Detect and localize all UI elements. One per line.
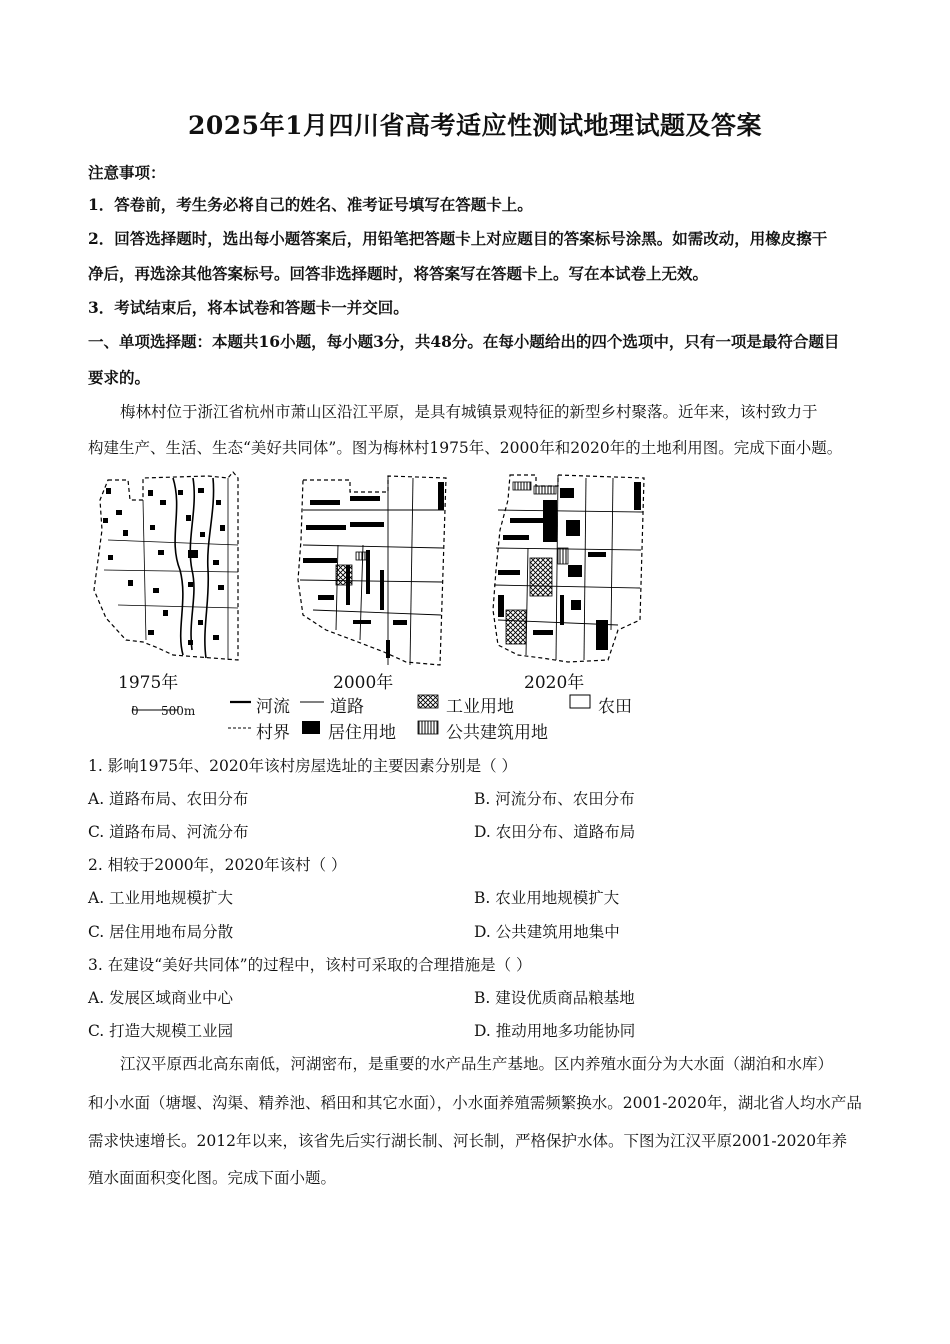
section-heading-line-2: 要求的。 (88, 368, 151, 387)
legend-residential: 居住用地 (328, 723, 396, 743)
legend-boundary: 村界 (256, 723, 290, 743)
passage-2-line-3: 需求快速增长。2012年以来，该省先后实行湖长制、河长制，严格保护水体。下图为江汉平原2001-2020年养 (88, 1132, 848, 1150)
passage-2-line-2: 和小水面（塘堰、沟渠、精养池、稻田和其它水面），小水面养殖需频繁换水。2001-2020年，湖北省人均水产品 (88, 1094, 862, 1112)
question-1-stem: 1. 影响1975年、2020年该村房屋选址的主要因素分别是（ ） (88, 757, 518, 775)
legend-river: 河流 (256, 697, 290, 717)
question-2-option-a: A. 工业用地规模扩大 (88, 889, 234, 907)
question-2-stem: 2. 相较于2000年，2020年该村（ ） (88, 856, 347, 874)
legend-industrial: 工业用地 (446, 697, 514, 717)
page-title: 2025年1月四川省高考适应性测试地理试题及答案 (188, 111, 762, 140)
map-1975 (94, 472, 238, 660)
passage-1-line-1: 梅林村位于浙江省杭州市萧山区沿江平原，是具有城镇景观特征的新型乡村聚落。近年来，该村致力于 (120, 403, 818, 421)
question-3-stem: 3. 在建设“美好共同体”的过程中，该村可采取的合理措施是（ ） (88, 956, 532, 974)
notice-item-2-line-2: 净后，再选涂其他答案标号。回答非选择题时，将答案写在答题卡上。写在本试卷上无效。 (88, 264, 709, 283)
legend-farmland: 农田 (598, 697, 632, 717)
question-1-option-b: B. 河流分布、农田分布 (474, 790, 635, 808)
notice-heading: 注意事项： (88, 163, 166, 182)
notice-item-3: 3．考试结束后，将本试卷和答题卡一并交回。 (88, 298, 409, 317)
question-2-option-b: B. 农业用地规模扩大 (474, 889, 620, 907)
scale-length: 500m (161, 704, 196, 718)
question-1-option-a: A. 道路布局、农田分布 (88, 790, 249, 808)
section-heading-line-1: 一、单项选择题：本题共16小题，每小题3分，共48分。在每小题给出的四个选项中，只有一项是最符合题目 (88, 332, 840, 351)
map-2020 (493, 475, 644, 662)
year-label-2000: 2000年 (333, 673, 394, 693)
legend-road: 道路 (330, 697, 364, 717)
question-3-option-c: C. 打造大规模工业园 (88, 1022, 234, 1040)
scale-zero: 0 (131, 704, 139, 718)
question-3-option-b: B. 建设优质商品粮基地 (474, 989, 635, 1007)
legend-public: 公共建筑用地 (446, 723, 548, 743)
question-1-option-d: D. 农田分布、道路布局 (474, 823, 636, 841)
question-2-option-d: D. 公共建筑用地集中 (474, 923, 620, 941)
passage-2-line-4: 殖水面面积变化图。完成下面小题。 (88, 1169, 337, 1187)
question-3-option-d: D. 推动用地多功能协同 (474, 1022, 636, 1040)
notice-item-2-line-1: 2．回答选择题时，选出每小题答案后，用铅笔把答题卡上对应题目的答案标号涂黑。如需改动，用橡皮擦干 (88, 229, 828, 248)
notice-item-1: 1．答卷前，考生务必将自己的姓名、准考证号填写在答题卡上。 (88, 195, 533, 214)
year-label-2020: 2020年 (524, 673, 585, 693)
map-2000 (298, 476, 446, 665)
passage-2-line-1: 江汉平原西北高东南低，河湖密布，是重要的水产品生产基地。区内养殖水面分为大水面（湖泊和水库） (120, 1055, 834, 1073)
land-use-map-figure (88, 470, 658, 745)
question-2-option-c: C. 居住用地布局分散 (88, 923, 234, 941)
question-1-option-c: C. 道路布局、河流分布 (88, 823, 249, 841)
passage-1-line-2: 构建生产、生活、生态“美好共同体”。图为梅林村1975年、2000年和2020年的土地利用图。完成下面小题。 (88, 439, 843, 457)
question-3-option-a: A. 发展区域商业中心 (88, 989, 234, 1007)
year-label-1975: 1975年 (118, 673, 179, 693)
